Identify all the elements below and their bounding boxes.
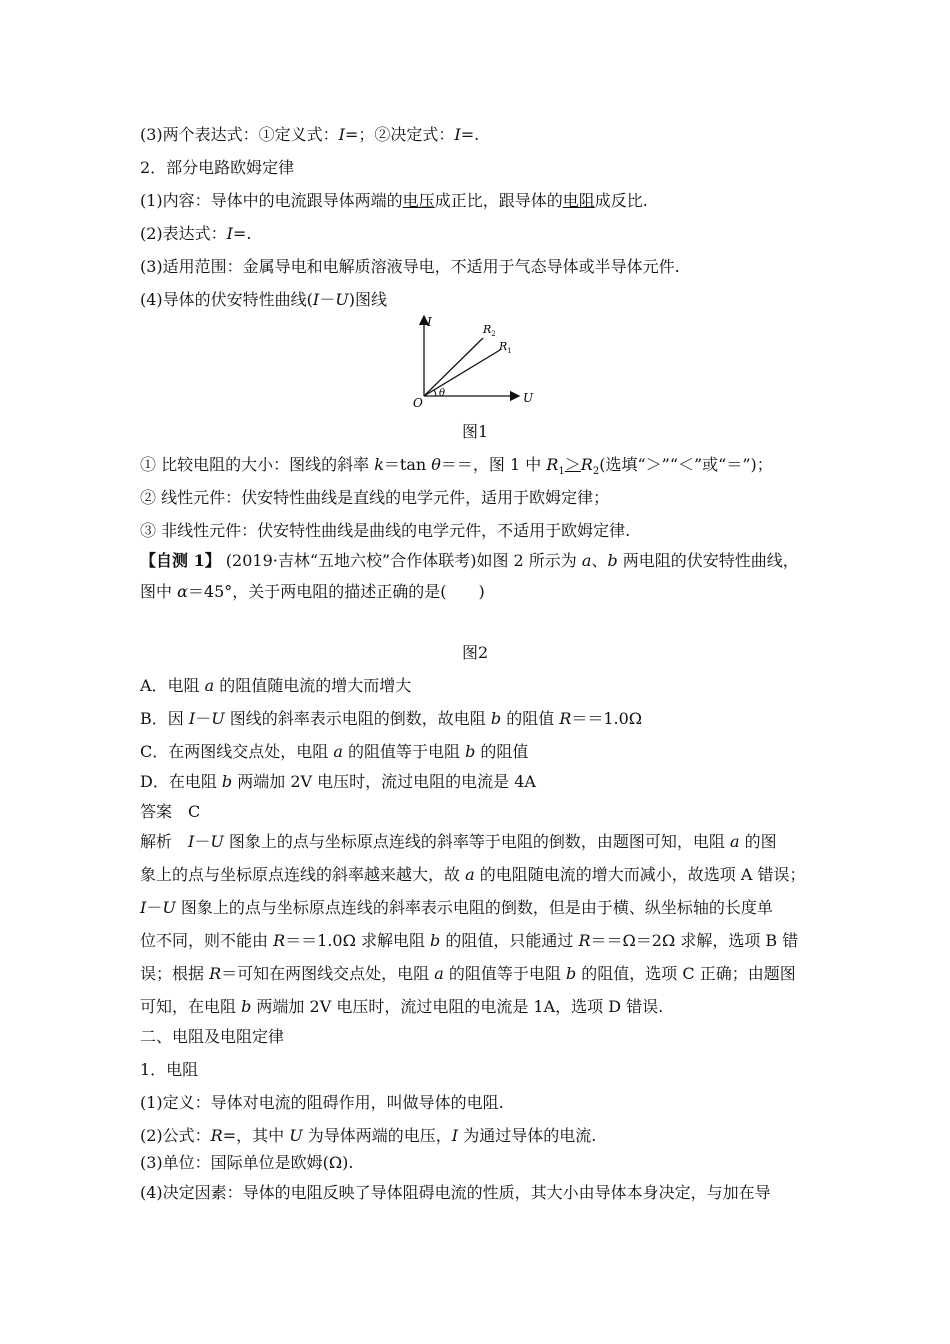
text: ＝＝1.0Ω 求解电阻 <box>285 931 431 950</box>
line-unit: (3)单位：国际单位是欧姆(Ω). <box>140 1153 354 1172</box>
line-content <box>140 190 648 212</box>
figure-2-caption: 图2 <box>462 643 489 662</box>
text: 为导体两端的电压， <box>302 1126 452 1145</box>
var-r: R <box>559 709 572 728</box>
explanation-line-6 <box>140 996 663 1018</box>
var-i: I <box>140 898 147 917</box>
var-theta: θ <box>431 455 441 474</box>
axis-label-i: I <box>427 315 432 329</box>
var-r: R <box>210 1126 223 1145</box>
var-i: I <box>338 125 345 144</box>
text: 的阻值 <box>475 742 529 761</box>
var-i: I <box>312 290 320 309</box>
text: =；②决定式： <box>345 125 455 144</box>
subscript: 1 <box>558 466 565 478</box>
var-i: I <box>226 224 233 243</box>
text: (3)两个表达式：①定义式： <box>140 125 339 144</box>
var-alpha: α <box>177 582 188 601</box>
line-expression <box>140 223 252 245</box>
text: 的图 <box>739 832 777 851</box>
text: B．因 <box>140 709 189 728</box>
text: =. <box>233 224 252 243</box>
line-scope: (3)适用范围：金属导电和电解质溶液导电，不适用于气态导体或半导体元件. <box>140 257 680 276</box>
text: － <box>319 290 336 309</box>
text: (4)导体的伏安特性曲线( <box>140 290 313 309</box>
var-u: U <box>162 898 176 917</box>
text: ① 比较电阻的大小：图线的斜率 <box>140 455 375 474</box>
explanation-line-1 <box>140 831 777 853</box>
var-i: I <box>451 1126 459 1145</box>
var-i: I <box>454 125 461 144</box>
var-b: b <box>430 931 441 950</box>
option-d <box>140 771 536 793</box>
text: 的阻值，只能通过 <box>440 931 579 950</box>
self-test-question-cont <box>140 581 485 603</box>
underlined-resistance: 电阻 <box>562 191 595 210</box>
text: =，其中 <box>222 1126 290 1145</box>
text: (2019·吉林“五地六校”合作体联考)如图 2 所示为 <box>220 551 582 570</box>
underlined-voltage: 电压 <box>402 191 435 210</box>
text: (2)表达式： <box>140 224 227 243</box>
text: 为通过导体的电流. <box>458 1126 597 1145</box>
figure-1-caption: 图1 <box>462 422 489 441</box>
line-nonlinear-element: ③ 非线性元件：伏安特性曲线是曲线的电学元件，不适用于欧姆定律. <box>140 521 631 540</box>
var-i: I <box>188 832 195 851</box>
angle-arc <box>434 390 436 396</box>
option-c <box>140 741 528 763</box>
text: 成反比. <box>594 191 648 210</box>
label-r2: $R_2$ <box>483 323 496 338</box>
text: ＝＝Ω＝2Ω 求解，选项 B 错 <box>590 931 799 950</box>
text: 图象上的点与坐标原点连线的斜率等于电阻的倒数，由题图可知，电阻 <box>223 832 731 851</box>
text: 解析 <box>140 832 189 851</box>
text: － <box>195 709 212 728</box>
underlined-answer: ＞ <box>564 455 581 474</box>
var-u: U <box>211 709 225 728</box>
text: － <box>194 832 211 851</box>
explanation-line-3 <box>140 897 773 919</box>
text: 的阻值等于电阻 <box>443 964 566 983</box>
text: 位不同，则不能由 <box>140 931 274 950</box>
text: 图线的斜率表示电阻的倒数，故电阻 <box>224 709 491 728</box>
self-test-tag: 【自测 1】 <box>140 551 221 570</box>
text: (选填“＞”“＜”或“＝”)； <box>599 455 773 474</box>
var-u: U <box>335 290 349 309</box>
self-test-question <box>140 550 799 572</box>
text: 两端加 2V 电压时，流过电阻的电流是 1A，选项 D 错误. <box>251 997 664 1016</box>
text: － <box>146 898 163 917</box>
var-u: U <box>210 832 224 851</box>
explanation-line-2 <box>140 864 805 886</box>
text: 的阻值 <box>501 709 560 728</box>
text: 误；根据 <box>140 964 210 983</box>
label-theta: θ <box>439 388 446 399</box>
text: 可知，在电阻 <box>140 997 242 1016</box>
var-a: a <box>581 551 592 570</box>
origin-label: O <box>413 396 423 410</box>
text: =. <box>460 125 480 144</box>
var-b: b <box>490 709 502 728</box>
text: (2)公式： <box>140 1126 211 1145</box>
explanation-line-4 <box>140 930 798 952</box>
var-b: b <box>221 772 233 791</box>
text: 象上的点与坐标原点连线的斜率越来越大，故 <box>140 865 466 884</box>
text: 、 <box>591 551 608 570</box>
line-formula <box>140 1125 596 1147</box>
line-linear-element: ② 线性元件：伏安特性曲线是直线的电学元件，适用于欧姆定律； <box>140 488 610 507</box>
text: 两电阻的伏安特性曲线， <box>617 551 799 570</box>
line-determining-factors: (4)决定因素：导体的电阻反映了导体阻碍电流的性质，其大小由导体本身决定，与加在导 <box>140 1183 771 1202</box>
subsection-resistance: 1．电阻 <box>140 1060 199 1079</box>
line-r2 <box>424 338 483 396</box>
text: 两端加 2V 电压时，流过电阻的电流是 4A <box>232 772 536 791</box>
option-a <box>140 675 411 697</box>
var-a: a <box>333 742 343 761</box>
text: 成正比，跟导体的 <box>434 191 563 210</box>
var-r: R <box>546 455 559 474</box>
heading-ohms-law: 2．部分电路欧姆定律 <box>140 158 295 177</box>
text: D．在电阻 <box>140 772 222 791</box>
option-b <box>140 708 642 730</box>
axis-label-u: U <box>523 391 534 405</box>
label-r1: $R_1$ <box>499 340 512 355</box>
explanation-line-5 <box>140 963 796 985</box>
text: A．电阻 <box>140 676 205 695</box>
var-i: I <box>188 709 196 728</box>
var-b: b <box>607 551 618 570</box>
line-r1 <box>424 350 500 396</box>
text: 的阻值随电流的增大而增大 <box>214 676 412 695</box>
text: 图中 <box>140 582 178 601</box>
var-b: b <box>465 742 476 761</box>
var-a: a <box>434 964 444 983</box>
line-compare-resistance <box>140 454 773 483</box>
text: (1)内容：导体中的电流跟导体两端的 <box>140 191 403 210</box>
var-a: a <box>204 676 215 695</box>
var-r: R <box>578 931 591 950</box>
text: 的阻值，选项 C 正确；由题图 <box>576 964 796 983</box>
text: 图象上的点与坐标原点连线的斜率表示电阻的倒数，但是由于横、纵坐标轴的长度单 <box>175 898 773 917</box>
line-iu-curve <box>140 289 387 311</box>
var-u: U <box>289 1126 303 1145</box>
var-r: R <box>273 931 286 950</box>
section-2-heading: 二、电阻及电阻定律 <box>140 1027 285 1046</box>
text: ＝tan <box>383 455 432 474</box>
text: ＝可知在两图线交点处，电阻 <box>221 964 435 983</box>
text: )图线 <box>348 290 387 309</box>
var-r: R <box>209 964 222 983</box>
text: C．在两图线交点处，电阻 <box>140 742 334 761</box>
answer: 答案 C <box>140 802 201 821</box>
text: 的电阻随电流的增大而减小，故选项 A 错误； <box>474 865 806 884</box>
text: ＝＝1.0Ω <box>571 709 643 728</box>
var-b: b <box>565 964 577 983</box>
line-definition: (1)定义：导体对电流的阻碍作用，叫做导体的电阻. <box>140 1093 504 1112</box>
subscript: 2 <box>592 466 600 478</box>
var-k: k <box>374 455 384 474</box>
figure-1-iu-graph <box>405 310 545 410</box>
line-expressions <box>140 124 479 146</box>
var-a: a <box>730 832 740 851</box>
text: ＝45°，关于两电阻的描述正确的是( ) <box>187 582 485 601</box>
var-r: R <box>580 455 593 474</box>
var-a: a <box>465 865 475 884</box>
text: ＝＝，图 1 中 <box>440 455 547 474</box>
text: 的阻值等于电阻 <box>342 742 466 761</box>
var-b: b <box>241 997 252 1016</box>
